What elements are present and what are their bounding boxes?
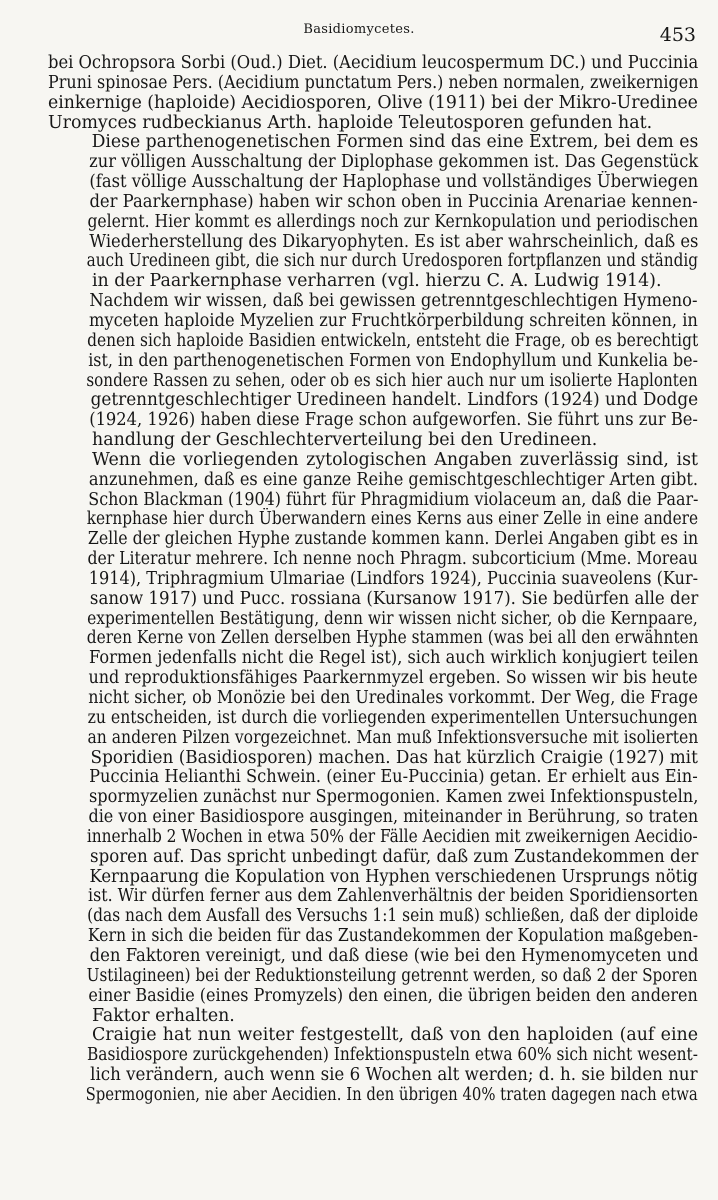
- text-line: Formen jedenfalls nicht die Regel ist), sich auch wirklich konjugiert teilen: [88, 648, 699, 669]
- text-line: lich verändern, auch wenn sie 6 Wochen alt werden; d. h. sie bilden nur: [90, 1065, 698, 1086]
- text-line: sanow 1917) und Pucc. rossiana (Kursanow 1917). Sie bedürfen alle der: [89, 588, 699, 609]
- paragraph: [48, 1026, 698, 1105]
- text-line: in der Paarkernphase verharren (vgl. hierzu C. A. Ludwig 1914).: [92, 271, 662, 292]
- text-line: 1914), Triphragmium Ulmariae (Lindfors 1924), Puccinia suaveolens (Kur-: [88, 568, 699, 589]
- text-line: innerhalb 2 Wochen in etwa 50% der Fälle Aecidien mit zweikernigen Aecidio-: [86, 826, 698, 847]
- text-line: myceten haploide Myzelien zur Fruchtkörperbildung schreiten können, in: [89, 310, 698, 331]
- text-line: nicht sicher, ob Monözie bei den Uredinales vorkommt. Der Weg, die Frage: [88, 688, 698, 708]
- text-line: Schon Blackman (1904) führt für Phragmidium violaceum an, daß die Paar-: [88, 489, 699, 510]
- page-header: [0, 14, 718, 54]
- text-line: experimentellen Bestätigung, denn wir wissen nicht sicher, ob die Kernpaare,: [87, 608, 698, 629]
- text-line: getrenntgeschlechtiger Uredineen handelt. Lindfors (1924) und Dodge: [90, 390, 699, 411]
- text-line: zur völligen Ausschaltung der Diplophase gekommen ist. Das Gegenstück: [89, 152, 699, 173]
- text-line: einkernige (haploide) Aecidiosporen, Olive (1911) bei der Mikro-Uredinee: [48, 92, 698, 113]
- paragraph: [48, 133, 698, 292]
- text-line: Kern in sich die beiden für das Zustandekommen der Kopulation maßgeben-: [87, 926, 699, 947]
- text-line: Ustilagineen) bei der Reduktionsteilung getrennt werden, so daß 2 der Sporen: [86, 965, 698, 986]
- text-line: kernphase hier durch Überwandern eines Kerns aus einer Zelle in eine andere: [86, 509, 699, 530]
- text-line: ist. Wir dürfen ferner aus dem Zahlenverhältnis der beiden Sporidiensorten: [88, 886, 699, 907]
- text-line: der Paarkernphase) haben wir schon oben in Puccinia Arenariae kennen-: [89, 191, 698, 212]
- text-line: gelernt. Hier kommt es allerdings noch zur Kernkopulation und periodischen: [87, 211, 699, 232]
- text-line: Pruni spinosae Pers. (Aecidium punctatum Pers.) neben normalen, zweikernigen: [48, 72, 699, 93]
- text-line: und reproduktionsfähiges Paarkernmyzel ergeben. So wissen wir bis heute: [88, 668, 698, 689]
- text-line: ist, in den parthenogenetischen Formen von Endophyllum und Kunkelia be-: [88, 350, 698, 371]
- running-head: Basidiomycetes.: [303, 22, 415, 37]
- text-line: sondere Rassen zu sehen, oder ob es sich hier auch nur um isolierte Haplonten: [86, 370, 698, 391]
- text-line: Nachdem wir wissen, daß bei gewissen getrenntgeschlechtigen Hymeno-: [89, 291, 698, 312]
- text-line: sporen auf. Das spricht unbedingt dafür, daß zum Zustandekommen der: [90, 846, 699, 867]
- text-line: Kernpaarung die Kopulation von Hyphen verschiedenen Ursprungs nötig: [89, 866, 698, 887]
- text-line: (1924, 1926) haben diese Frage schon aufgeworfen. Sie führt uns zur Be-: [89, 410, 698, 431]
- text-line: (fast völlige Ausschaltung der Haplophase und vollständiges Überwiegen: [89, 172, 699, 193]
- page-number: 453: [659, 24, 696, 46]
- text-line: Zelle der gleichen Hyphe zustande kommen kann. Derlei Angaben gibt es in: [87, 529, 699, 550]
- text-line: den Faktoren vereinigt, und daß diese (wie bei den Hymenomyceten und: [89, 945, 699, 966]
- text-line: (das nach dem Ausfall des Versuchs 1:1 sein muß) schließen, daß der diploide: [87, 906, 699, 927]
- text-line: handlung der Geschlechterverteilung bei den Uredineen.: [92, 430, 598, 451]
- text-line: einer Basidie (eines Promyzels) den einen, die übrigen beiden den anderen: [88, 985, 698, 1006]
- text-line: zu entscheiden, ist durch die vorliegenden experimentellen Untersuchungen: [87, 707, 698, 728]
- paragraph: [48, 54, 698, 133]
- text-line: Basidiospore zurückgehenden) Infektionspusteln etwa 60% sich nicht wesent-: [86, 1045, 698, 1066]
- text-line: die von einer Basidiospore ausgingen, miteinander in Berührung, so traten: [88, 807, 699, 828]
- text-line: Wenn die vorliegenden zytologischen Angaben zuverlässig sind, ist: [92, 449, 698, 470]
- text-line: bei Ochropsora Sorbi (Oud.) Diet. (Aecidium leucospermum DC.) und Puccinia: [48, 53, 699, 73]
- text-line: Craigie hat nun weiter festgestellt, daß von den haploiden (auf eine: [92, 1025, 698, 1046]
- text-line: auch Uredineen gibt, die sich nur durch Uredosporen fortpflanzen und ständig: [86, 251, 698, 272]
- text-line: deren Kerne von Zellen derselben Hyphe stammen (was bei all den erwähnten: [86, 628, 699, 649]
- paragraph: [48, 292, 698, 451]
- text-line: Spermogonien, nie aber Aecidien. In den übrigen 40% traten dagegen nach etwa: [85, 1084, 698, 1105]
- paragraph: [48, 451, 698, 1026]
- text-line: Sporidien (Basidiosporen) machen. Das hat kürzlich Craigie (1927) mit: [90, 747, 698, 768]
- body-text: [48, 54, 698, 1106]
- text-line: denen sich haploide Basidien entwickeln, entsteht die Frage, ob es berechtigt: [87, 330, 699, 351]
- text-line: anzunehmen, daß es eine ganze Reihe gemischtgeschlechtiger Arten gibt.: [88, 469, 699, 490]
- text-line: der Literatur mehrere. Ich nenne noch Phragm. subcorticium (Mme. Moreau: [87, 549, 698, 570]
- text-line: Diese parthenogenetischen Formen sind das eine Extrem, bei dem es: [91, 132, 699, 153]
- text-line: an anderen Pilzen vorgezeichnet. Man muß Infektionsversuche mit isolierten: [87, 727, 699, 748]
- text-line: Wiederherstellung des Dikaryophyten. Es ist aber wahrscheinlich, daß es: [89, 231, 699, 252]
- text-line: Uromyces rudbeckianus Arth. haploide Teleutosporen gefunden hat.: [48, 112, 653, 133]
- text-line: Faktor erhalten.: [92, 1005, 235, 1026]
- text-line: Puccinia Helianthi Schwein. (einer Eu-Puccinia) getan. Er erhielt aus Ein-: [89, 767, 698, 788]
- text-line: spormyzelien zunächst nur Spermogonien. Kamen zwei Infektionspusteln,: [88, 787, 699, 808]
